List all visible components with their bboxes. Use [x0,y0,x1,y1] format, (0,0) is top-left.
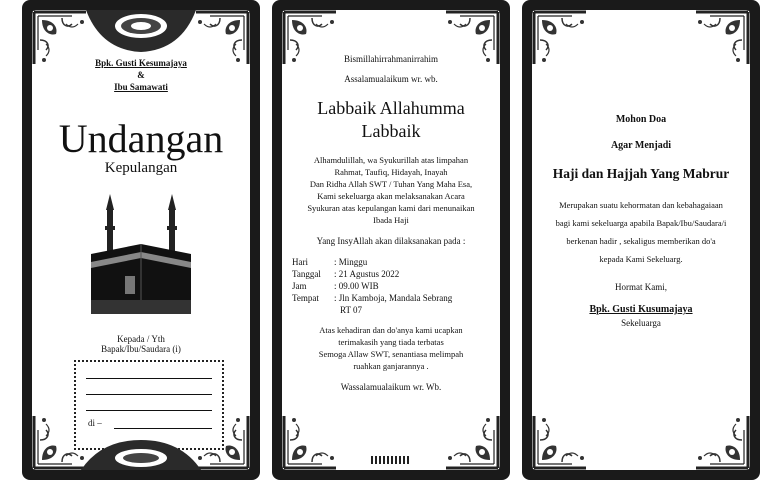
detail-row [292,280,452,292]
corner-ornament-icon [444,414,500,470]
paragraph-line: Dan Ridha Allah SWT / Tuhan Yang Maha Esa, [309,179,473,189]
ampersand: & [137,70,145,80]
prayer-paper [532,10,750,470]
detail-row [292,304,452,316]
detail-key: Jam [292,281,307,291]
corner-ornament-icon [532,414,588,470]
detail-value: : 21 Agustus 2022 [334,269,400,279]
prayer-panel [522,0,760,480]
signer-name: Bpk. Gusti Kusumajaya [589,304,693,315]
paragraph-line: Rahmat, Taufiq, Hidayah, Inayah [334,167,448,177]
opening-paragraph [282,154,500,226]
corner-ornament-icon [532,10,588,66]
invitation-panel [272,0,510,480]
cover-panel [22,0,260,480]
schedule-intro: Yang InsyAllah akan dilaksanakan pada : [316,236,466,246]
paragraph-line: ruahkan ganjarannya . [353,361,429,371]
detail-key: Hari [292,257,308,267]
recipient-line [86,378,212,379]
prayer-line-2: Agar Menjadi [610,140,672,151]
di-label: di – [88,418,102,428]
detail-key: Tanggal [292,269,321,279]
detail-value: : Minggu [334,257,368,267]
paragraph-line: Alhamdulillah, wa Syukurillah atas limpahan [313,155,469,165]
bottom-medallion-icon [81,436,201,470]
closing-paragraph [282,324,500,372]
regards: Hormat Kami, [615,282,667,292]
corner-ornament-icon [694,414,750,470]
cover-title: Undangan [58,116,224,161]
paragraph-line: Atas kehadiran dan do'anya kami ucapkan [319,325,463,335]
headline-line-2: Labbaik [361,121,421,141]
detail-value: : 09.00 WIB [334,281,379,291]
prayer-headline: Haji dan Hajjah Yang Mabrur [552,166,730,181]
paragraph-line: kepada Kami Sekeluarg. [599,254,683,264]
host-name: Bpk. Gusti Kesumajaya [95,58,187,68]
paragraph-line: Merupakan suatu kehormatan dan kebahagaiaan [559,200,723,210]
detail-row [292,256,452,268]
paragraph-line: bagi kami sekeluarga apabila Bapak/Ibu/Saudara/i [555,218,727,228]
address-line [114,428,212,429]
invitation-paper [282,10,500,470]
corner-ornament-icon [282,414,338,470]
host-wife: Ibu Samawati [114,82,168,92]
paragraph-line: berkenan hadir , sekaligus memberikan do'a [566,236,716,246]
paragraph-line: Ibada Haji [373,215,409,225]
corner-ornament-icon [694,10,750,66]
signer-sub: Sekeluarga [621,318,661,328]
headline-line-1: Labbaik Allahumma [317,98,465,118]
recipient-line [86,410,212,411]
paragraph-line: terimakasih yang tiada terbatas [338,337,444,347]
paragraph-line: Syukuran atas kepulangan kami dari menunaikan [307,203,475,213]
to-sub-label: Bapak/Ibu/Saudara (i) [101,344,181,354]
cover-paper [32,10,250,470]
paragraph-line: Semoga Allaw SWT, senantiasa melimpah [318,349,464,359]
event-details [292,256,452,316]
bismillah: Bismillahirrahmanirrahim [344,54,438,64]
recipient-line [86,394,212,395]
prayer-line-1: Mohon Doa [615,114,667,125]
cover-subtitle: Kepulangan [104,160,178,176]
detail-row [292,292,452,304]
top-medallion-icon [86,10,196,54]
detail-value: : Jln Kamboja, Mandala Sebrang [334,293,453,303]
salam: Assalamualaikum wr. wb. [344,74,438,84]
paragraph-line: Kami sekeluarga akan melaksanakan Acara [317,191,465,201]
detail-row [292,268,452,280]
kaaba-illustration-icon [91,188,191,314]
barcode-icon [371,456,411,464]
prayer-paragraph [532,196,750,268]
detail-value-cont: RT 07 [340,305,363,315]
detail-key: Tempat [292,293,319,303]
farewell: Wassalamualaikum wr. Wb. [340,382,442,392]
to-label: Kepada / Yth [117,334,165,344]
